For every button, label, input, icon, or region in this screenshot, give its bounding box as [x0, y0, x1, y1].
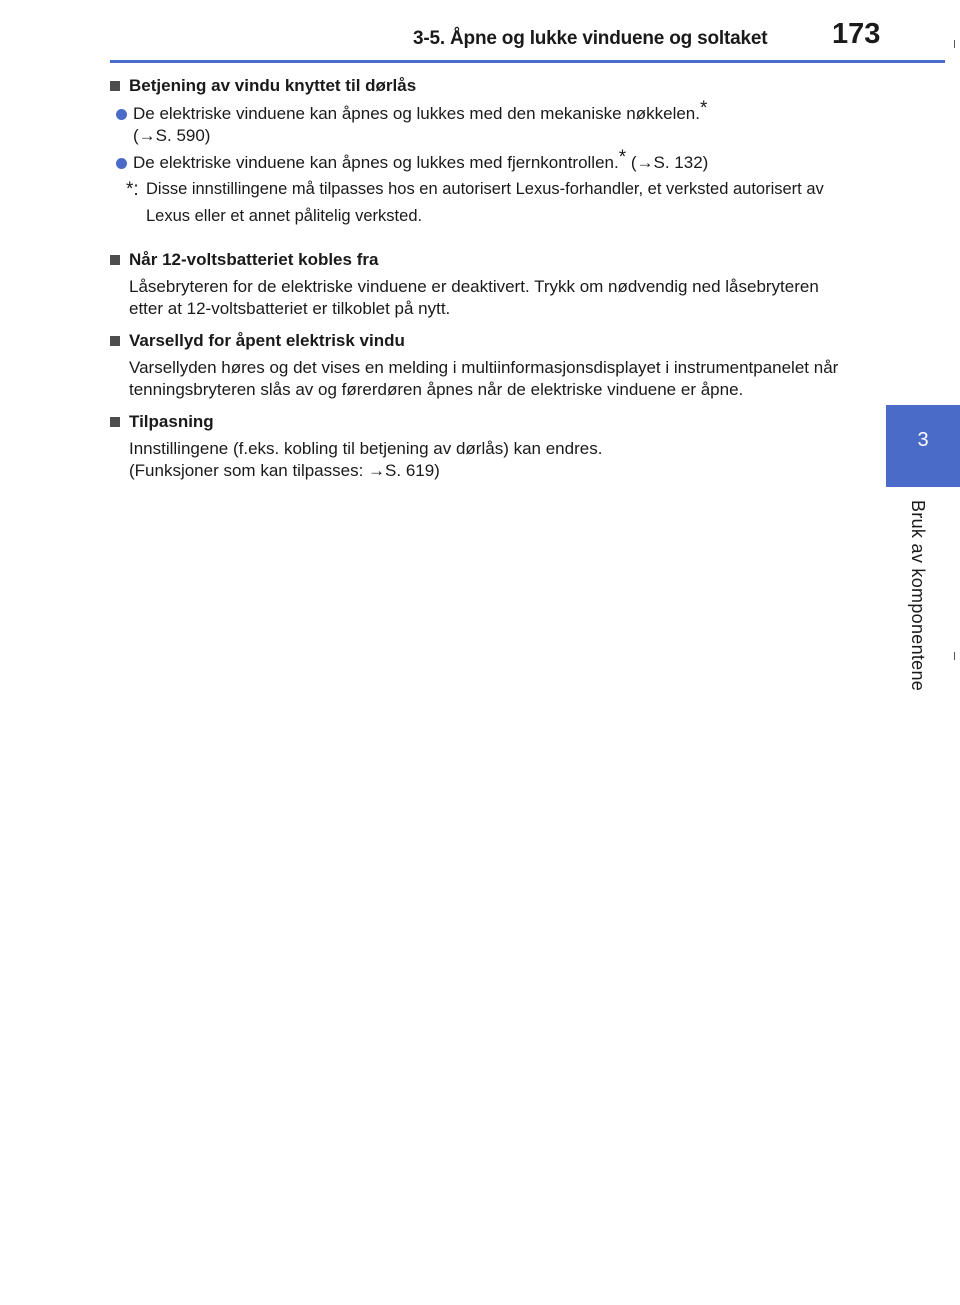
- footnote-text: Disse innstillingene må tilpasses hos en autorisert Lexus-forhandler, et verksted autorisert av Lexus eller et annet pålitelig verksted.: [146, 180, 824, 225]
- page-header-title: 3-5. Åpne og lukke vinduene og soltaket: [413, 28, 768, 49]
- section-body-text: Varsellyden høres og det vises en melding i multiinformasjonsdisplayet i instrumentpanelet når tenningsbryteren slås av og førerdøren åpnes når de elektriske vinduene er åpne.: [129, 358, 839, 399]
- section-door-lock-window: [110, 74, 845, 230]
- section-heading-text: Varsellyd for åpent elektrisk vindu: [129, 331, 405, 350]
- section-heading: [110, 74, 845, 98]
- page-content: [110, 74, 845, 482]
- bullet-text-part: De elektriske vinduene kan åpnes og lukkes med fjernkontrollen.: [133, 153, 619, 172]
- section-battery-disconnect: [110, 248, 845, 320]
- crop-mark: [954, 40, 955, 48]
- chapter-number: 3: [917, 429, 929, 451]
- bullet-item: [116, 147, 845, 174]
- section-customization: [110, 410, 845, 482]
- bullet-text: [133, 147, 709, 174]
- circle-bullet-icon: [116, 109, 127, 120]
- square-bullet-icon: [110, 81, 120, 91]
- footnote-marker: *:: [126, 179, 139, 200]
- square-bullet-icon: [110, 255, 120, 265]
- section-heading: [110, 410, 845, 434]
- section-heading: [110, 329, 845, 353]
- page-reference: (→S. 132): [626, 153, 709, 172]
- crop-mark: [954, 652, 955, 660]
- bullet-item: [116, 98, 845, 147]
- page-reference: (Funksjoner som kan tilpasses: →S. 619): [129, 461, 440, 480]
- asterisk-marker: *: [700, 98, 708, 119]
- bullet-text-part: De elektriske vinduene kan åpnes og lukkes med den mekaniske nøkkelen.: [133, 104, 700, 123]
- section-open-window-warning: [110, 329, 845, 401]
- section-heading-text: Tilpasning: [129, 412, 214, 431]
- chapter-label: Bruk av komponentene: [908, 500, 928, 692]
- square-bullet-icon: [110, 336, 120, 346]
- page-number: 173: [832, 18, 881, 50]
- section-body-text: [129, 438, 845, 482]
- section-heading-text: Når 12-voltsbatteriet kobles fra: [129, 250, 379, 269]
- section-heading: [110, 248, 845, 272]
- chapter-tab: [886, 405, 960, 487]
- square-bullet-icon: [110, 417, 120, 427]
- bullet-text: [133, 98, 708, 147]
- asterisk-marker: *: [618, 147, 627, 168]
- section-body-text: Låsebryteren for de elektriske vinduene er deaktivert. Trykk om nødvendig ned låsebryteren etter at 12-voltsbatteriet er tilkoblet på nytt.: [129, 277, 819, 318]
- header-divider: [110, 60, 945, 63]
- page-reference: (→S. 590): [133, 126, 211, 145]
- circle-bullet-icon: [116, 158, 127, 169]
- footnote: [126, 176, 845, 230]
- section-heading-text: Betjening av vindu knyttet til dørlås: [129, 76, 417, 95]
- body-line: Innstillingene (f.eks. kobling til betjening av dørlås) kan endres.: [129, 439, 603, 458]
